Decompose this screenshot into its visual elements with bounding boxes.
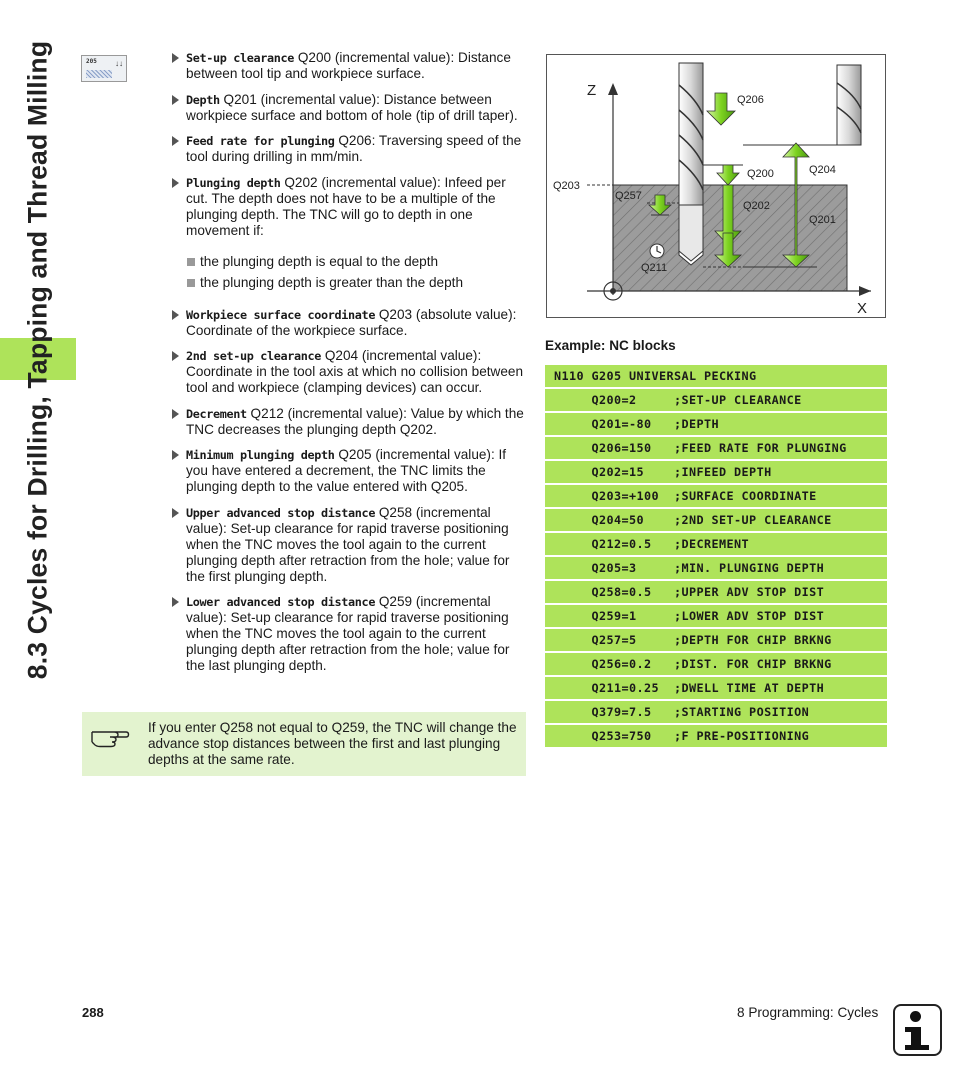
param-description: Q212 (incremental value): Value by which the TNC decreases the plunging depth Q202. (186, 405, 524, 437)
parameter-list (170, 50, 526, 684)
param-item (170, 406, 526, 438)
param-description: Q259 (incremental value): Set-up clearance for rapid traverse positioning when the TNC moves the tool again to the current plunging depth after retraction from the hole; value for the last plunging depth. (186, 594, 510, 673)
param-keyword: Workpiece surface coordinate (186, 307, 376, 322)
triangle-bullet-icon (172, 409, 179, 419)
param-description: Q206: Traversing speed of the tool during drilling in mm/min. (186, 133, 522, 164)
label-q206: Q206 (737, 94, 764, 106)
param-description: Q204 (incremental value): Coordinate in the tool axis at which no collision between tool and workpiece (clamping devices) can occur. (186, 348, 524, 395)
triangle-bullet-icon (172, 310, 179, 320)
triangle-bullet-icon (172, 450, 179, 460)
label-q200: Q200 (747, 168, 774, 180)
info-icon (893, 1004, 942, 1056)
section-title-vertical (14, 40, 62, 680)
label-q203: Q203 (553, 180, 580, 192)
param-keyword: Set-up clearance (186, 51, 295, 65)
nc-block-list (545, 365, 887, 749)
param-item (170, 505, 526, 585)
triangle-bullet-icon (172, 95, 179, 105)
label-q204: Q204 (809, 164, 836, 176)
example-heading: Example: NC blocks (545, 338, 676, 353)
param-keyword: Depth (186, 92, 220, 107)
param-description: Q203 (absolute value): Coordinate of the workpiece surface. (186, 306, 517, 338)
nc-block-line: Q202=15 ;INFEED DEPTH (545, 461, 887, 483)
nc-block-line: N110 G205 UNIVERSAL PECKING (545, 365, 887, 387)
nc-block-line: Q205=3 ;MIN. PLUNGING DEPTH (545, 557, 887, 579)
param-item (170, 50, 526, 82)
footer-chapter: 8 Programming: Cycles (737, 1005, 879, 1020)
triangle-bullet-icon (172, 178, 179, 188)
nc-block-line: Q200=2 ;SET-UP CLEARANCE (545, 389, 887, 411)
nc-block-line: Q201=-80 ;DEPTH (545, 413, 887, 435)
param-keyword: Lower advanced stop distance (186, 595, 376, 609)
param-keyword: Plunging depth (186, 175, 281, 190)
list-item: the plunging depth is greater than the depth (186, 275, 526, 291)
param-description: Q202 (incremental value): Infeed per cut. The depth does not have to be a multiple of the plunging depth. The TNC will go to depth in one movement if: (186, 174, 506, 238)
nc-block-line: Q256=0.2 ;DIST. FOR CHIP BRKNG (545, 653, 887, 675)
cycle-number: 205 (86, 58, 97, 65)
diagram-svg (547, 55, 887, 319)
nc-block-line: Q258=0.5 ;UPPER ADV STOP DIST (545, 581, 887, 603)
triangle-bullet-icon (172, 508, 179, 518)
nc-block-line: Q259=1 ;LOWER ADV STOP DIST (545, 605, 887, 627)
nc-block-line: Q203=+100 ;SURFACE COORDINATE (545, 485, 887, 507)
q200-arrow (717, 165, 739, 185)
section-title-text: 8.3 Cycles for Drilling, Tapping and Thread Milling (22, 40, 53, 680)
param-keyword: 2nd set-up clearance (186, 349, 322, 363)
param-item (170, 133, 526, 165)
label-q257: Q257 (615, 190, 642, 202)
note-box (82, 712, 526, 776)
nc-block-line: Q204=50 ;2ND SET-UP CLEARANCE (545, 509, 887, 531)
param-keyword: Minimum plunging depth (186, 448, 335, 462)
param-description: Q205 (incremental value): If you have entered a decrement, the TNC limits the plunging depth to the value entered with Q205. (186, 447, 507, 494)
label-q202: Q202 (743, 200, 770, 212)
nc-block-line: Q379=7.5 ;STARTING POSITION (545, 701, 887, 723)
param-item (170, 594, 526, 674)
drill-cycle-icon (81, 55, 127, 82)
nc-block-line: Q211=0.25 ;DWELL TIME AT DEPTH (545, 677, 887, 699)
list-item: the plunging depth is equal to the depth (186, 254, 526, 270)
label-q201: Q201 (809, 214, 836, 226)
triangle-bullet-icon (172, 53, 179, 63)
square-bullet-icon (187, 258, 195, 266)
triangle-bullet-icon (172, 136, 179, 146)
nc-block-line: Q253=750 ;F PRE-POSITIONING (545, 725, 887, 747)
param-description: Q200 (incremental value): Distance between tool tip and workpiece surface. (186, 50, 511, 81)
param-item (170, 447, 526, 495)
label-q211: Q211 (641, 262, 668, 274)
param-item (170, 348, 526, 396)
z-axis-label: Z (587, 82, 597, 99)
q206-arrow (707, 93, 735, 125)
x-axis-label: X (857, 300, 868, 317)
cycle-diagram (546, 54, 886, 318)
nc-block-line: Q257=5 ;DEPTH FOR CHIP BRKNG (545, 629, 887, 651)
down-arrows-icon: ↓↓ (115, 59, 123, 68)
param-item (170, 92, 526, 124)
square-bullet-icon (187, 279, 195, 287)
param-description: Q258 (incremental value): Set-up clearance for rapid traverse positioning when the TNC moves the tool again to the current plunging depth after retraction from the hole; value for the first plunging depth. (186, 504, 510, 584)
nc-block-line: Q206=150 ;FEED RATE FOR PLUNGING (545, 437, 887, 459)
param-keyword: Decrement (186, 406, 247, 421)
pointing-hand-icon (90, 724, 130, 748)
condition-list (186, 254, 526, 291)
triangle-bullet-icon (172, 597, 179, 607)
param-keyword: Feed rate for plunging (186, 134, 335, 148)
param-keyword: Upper advanced stop distance (186, 505, 376, 520)
param-description: Q201 (incremental value): Distance between workpiece surface and bottom of hole (tip of drill taper). (186, 91, 518, 123)
page-number: 288 (82, 1005, 104, 1020)
param-item (170, 175, 526, 239)
note-text: If you enter Q258 not equal to Q259, the TNC will change the advance stop distances between the first and last plunging depths at the same rate. (148, 720, 517, 767)
nc-block-line: Q212=0.5 ;DECREMENT (545, 533, 887, 555)
workpiece-hatch-icon (86, 70, 112, 78)
triangle-bullet-icon (172, 351, 179, 361)
drill-tool-right (837, 65, 861, 145)
param-item (170, 307, 526, 339)
